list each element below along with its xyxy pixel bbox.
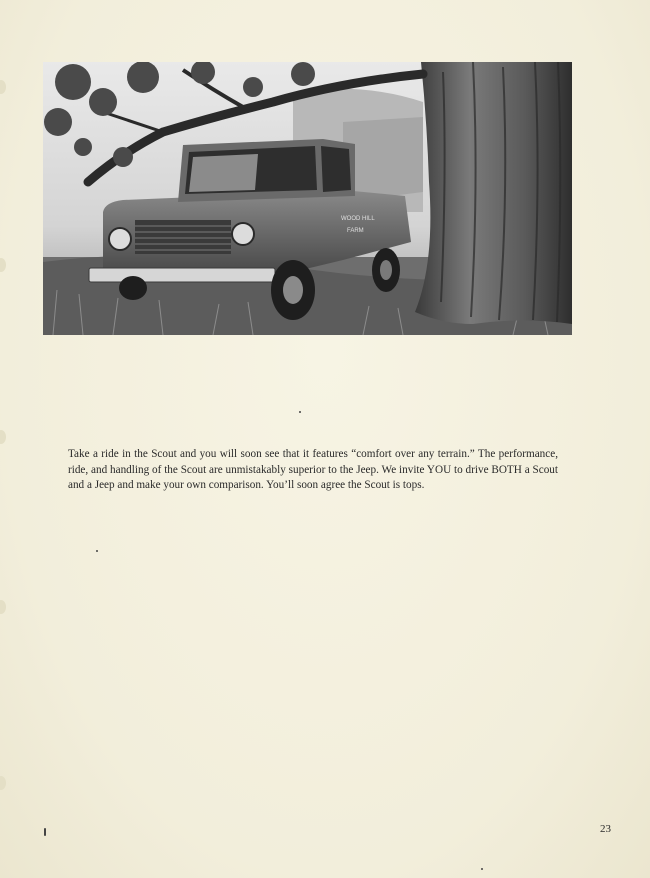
paper-speck	[96, 550, 98, 552]
binder-hole	[0, 430, 6, 444]
binder-hole	[0, 80, 6, 94]
scout-truck-photo	[43, 62, 572, 335]
binder-hole	[0, 258, 6, 272]
paper-speck	[44, 828, 46, 836]
paper-speck	[481, 868, 483, 870]
door-lettering-line2: FARM	[347, 228, 364, 234]
body-paragraph: Take a ride in the Scout and you will soon see that it features “comfort over any terrain.” The performance, ride, and handling of the Scout are unmistakably superior to the Jeep. We invite YOU to drive BOTH a Scout and a Jeep and make your own comparison. You’ll soon agree the Scout is tops.	[68, 448, 558, 492]
binder-hole	[0, 776, 6, 790]
binder-hole	[0, 600, 6, 614]
page-number: 23	[600, 823, 611, 835]
door-lettering-line1: WOOD HILL	[341, 216, 375, 222]
paper-speck	[299, 411, 301, 413]
